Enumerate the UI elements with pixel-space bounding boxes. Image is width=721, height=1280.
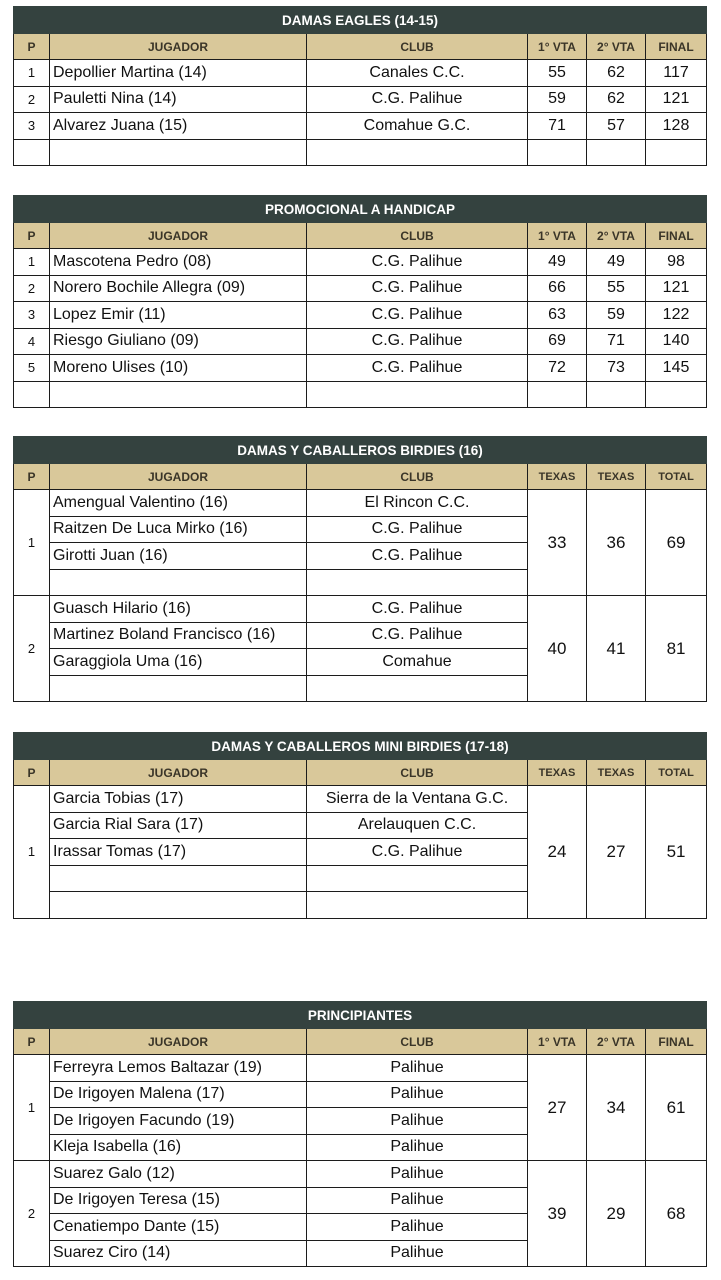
player-name: Garaggiola Uma (16)	[50, 649, 307, 676]
player-name: Kleja Isabella (16)	[50, 1134, 307, 1161]
position: 1	[14, 249, 50, 276]
position: 2	[14, 86, 50, 113]
table-birdies	[13, 436, 707, 702]
header-final: FINAL	[646, 223, 707, 249]
club-name: Palihue	[307, 1108, 528, 1135]
position: 1	[14, 60, 50, 87]
club-name: Comahue G.C.	[307, 113, 528, 140]
header-jugador: JUGADOR	[50, 223, 307, 249]
score-vta2: 62	[587, 60, 646, 87]
empty-row	[14, 139, 707, 166]
header-vta2: 2° VTA	[587, 223, 646, 249]
club-name: C.G. Palihue	[307, 328, 528, 355]
empty-row	[14, 381, 707, 408]
score-vta2: 71	[587, 328, 646, 355]
table-row	[14, 249, 707, 276]
player-name: Garcia Rial Sara (17)	[50, 812, 307, 839]
club-name: C.G. Palihue	[307, 516, 528, 543]
header-jugador: JUGADOR	[50, 1029, 307, 1055]
player-name: Suarez Ciro (14)	[50, 1240, 307, 1267]
score-final: 140	[646, 328, 707, 355]
player-name: Mascotena Pedro (08)	[50, 249, 307, 276]
player-name: Pauletti Nina (14)	[50, 86, 307, 113]
header-vta2: 2° VTA	[587, 1029, 646, 1055]
table-row	[14, 86, 707, 113]
club-name: C.G. Palihue	[307, 302, 528, 329]
score-final: 68	[646, 1161, 707, 1267]
table-row	[14, 113, 707, 140]
club-name: El Rincon C.C.	[307, 490, 528, 517]
score-final: 121	[646, 86, 707, 113]
score-final: 98	[646, 249, 707, 276]
score-texas-1: 40	[528, 596, 587, 702]
score-final: 117	[646, 60, 707, 87]
header-jugador: JUGADOR	[50, 760, 307, 786]
score-vta2: 73	[587, 355, 646, 382]
header-club: CLUB	[307, 1029, 528, 1055]
score-total: 51	[646, 786, 707, 919]
club-name: Sierra de la Ventana G.C.	[307, 786, 528, 813]
player-name: Martinez Boland Francisco (16)	[50, 622, 307, 649]
group-row	[14, 1161, 707, 1188]
player-name: De Irigoyen Teresa (15)	[50, 1187, 307, 1214]
club-name: Comahue	[307, 649, 528, 676]
score-vta2: 29	[587, 1161, 646, 1267]
club-name: C.G. Palihue	[307, 596, 528, 623]
group-row	[14, 596, 707, 623]
score-final: 61	[646, 1055, 707, 1161]
player-name: Alvarez Juana (15)	[50, 113, 307, 140]
table-row	[14, 302, 707, 329]
player-name: Guasch Hilario (16)	[50, 596, 307, 623]
header-final: FINAL	[646, 34, 707, 60]
group-row	[14, 1055, 707, 1082]
table-title: DAMAS EAGLES (14-15)	[14, 7, 707, 34]
score-vta2: 59	[587, 302, 646, 329]
score-texas-1: 24	[528, 786, 587, 919]
score-vta2: 49	[587, 249, 646, 276]
club-name: Palihue	[307, 1134, 528, 1161]
header-p: P	[14, 760, 50, 786]
header-p: P	[14, 1029, 50, 1055]
header-texas-2: TEXAS	[587, 464, 646, 490]
table-row	[14, 275, 707, 302]
position: 5	[14, 355, 50, 382]
player-name: Depollier Martina (14)	[50, 60, 307, 87]
club-name: C.G. Palihue	[307, 543, 528, 570]
player-name: De Irigoyen Malena (17)	[50, 1081, 307, 1108]
group-row	[14, 786, 707, 813]
table-title: PRINCIPIANTES	[14, 1002, 707, 1029]
player-name: Riesgo Giuliano (09)	[50, 328, 307, 355]
position: 1	[14, 490, 50, 596]
player-name: Moreno Ulises (10)	[50, 355, 307, 382]
player-name: De Irigoyen Facundo (19)	[50, 1108, 307, 1135]
score-vta1: 49	[528, 249, 587, 276]
table-title: DAMAS Y CABALLEROS BIRDIES (16)	[14, 437, 707, 464]
header-texas-1: TEXAS	[528, 760, 587, 786]
table-title: DAMAS Y CABALLEROS MINI BIRDIES (17-18)	[14, 733, 707, 760]
header-club: CLUB	[307, 223, 528, 249]
score-vta1: 71	[528, 113, 587, 140]
table-title: PROMOCIONAL A HANDICAP	[14, 196, 707, 223]
position: 1	[14, 786, 50, 919]
score-vta1: 72	[528, 355, 587, 382]
player-name: Garcia Tobias (17)	[50, 786, 307, 813]
player-name: Raitzen De Luca Mirko (16)	[50, 516, 307, 543]
club-name: Canales C.C.	[307, 60, 528, 87]
score-vta1: 63	[528, 302, 587, 329]
table-row	[14, 355, 707, 382]
header-texas-1: TEXAS	[528, 464, 587, 490]
score-final: 128	[646, 113, 707, 140]
table-promocional-handicap	[13, 195, 707, 408]
position: 3	[14, 302, 50, 329]
score-final: 121	[646, 275, 707, 302]
score-total: 81	[646, 596, 707, 702]
score-texas-1: 33	[528, 490, 587, 596]
club-name: Palihue	[307, 1240, 528, 1267]
club-name: Palihue	[307, 1161, 528, 1188]
score-vta2: 57	[587, 113, 646, 140]
score-final: 122	[646, 302, 707, 329]
table-mini-birdies	[13, 732, 707, 919]
header-p: P	[14, 34, 50, 60]
score-vta1: 69	[528, 328, 587, 355]
score-vta1: 59	[528, 86, 587, 113]
club-name: C.G. Palihue	[307, 86, 528, 113]
score-vta2: 62	[587, 86, 646, 113]
table-row	[14, 60, 707, 87]
player-name: Cenatiempo Dante (15)	[50, 1214, 307, 1241]
club-name: Arelauquen C.C.	[307, 812, 528, 839]
header-jugador: JUGADOR	[50, 34, 307, 60]
club-name: Palihue	[307, 1081, 528, 1108]
header-club: CLUB	[307, 464, 528, 490]
score-final: 145	[646, 355, 707, 382]
position: 1	[14, 1055, 50, 1161]
header-jugador: JUGADOR	[50, 464, 307, 490]
score-vta2: 34	[587, 1055, 646, 1161]
score-texas-2: 27	[587, 786, 646, 919]
header-total: TOTAL	[646, 464, 707, 490]
header-texas-2: TEXAS	[587, 760, 646, 786]
position: 2	[14, 596, 50, 702]
club-name: C.G. Palihue	[307, 275, 528, 302]
player-name: Amengual Valentino (16)	[50, 490, 307, 517]
table-principiantes	[13, 1001, 707, 1267]
score-vta1: 39	[528, 1161, 587, 1267]
header-p: P	[14, 464, 50, 490]
score-vta2: 55	[587, 275, 646, 302]
position: 3	[14, 113, 50, 140]
header-club: CLUB	[307, 34, 528, 60]
position: 4	[14, 328, 50, 355]
header-vta1: 1° VTA	[528, 1029, 587, 1055]
score-vta1: 55	[528, 60, 587, 87]
player-name: Girotti Juan (16)	[50, 543, 307, 570]
header-club: CLUB	[307, 760, 528, 786]
header-vta1: 1° VTA	[528, 223, 587, 249]
club-name: Palihue	[307, 1055, 528, 1082]
header-p: P	[14, 223, 50, 249]
player-name: Irassar Tomas (17)	[50, 839, 307, 866]
club-name: C.G. Palihue	[307, 622, 528, 649]
club-name: C.G. Palihue	[307, 249, 528, 276]
score-vta1: 66	[528, 275, 587, 302]
score-texas-2: 36	[587, 490, 646, 596]
score-total: 69	[646, 490, 707, 596]
player-name: Lopez Emir (11)	[50, 302, 307, 329]
header-final: FINAL	[646, 1029, 707, 1055]
player-name: Norero Bochile Allegra (09)	[50, 275, 307, 302]
club-name: Palihue	[307, 1214, 528, 1241]
score-texas-2: 41	[587, 596, 646, 702]
club-name: C.G. Palihue	[307, 839, 528, 866]
club-name: C.G. Palihue	[307, 355, 528, 382]
player-name: Suarez Galo (12)	[50, 1161, 307, 1188]
score-vta1: 27	[528, 1055, 587, 1161]
club-name: Palihue	[307, 1187, 528, 1214]
group-row	[14, 490, 707, 517]
header-vta2: 2° VTA	[587, 34, 646, 60]
table-damas-eagles	[13, 6, 707, 166]
header-total: TOTAL	[646, 760, 707, 786]
header-vta1: 1° VTA	[528, 34, 587, 60]
player-name: Ferreyra Lemos Baltazar (19)	[50, 1055, 307, 1082]
position: 2	[14, 275, 50, 302]
table-row	[14, 328, 707, 355]
position: 2	[14, 1161, 50, 1267]
